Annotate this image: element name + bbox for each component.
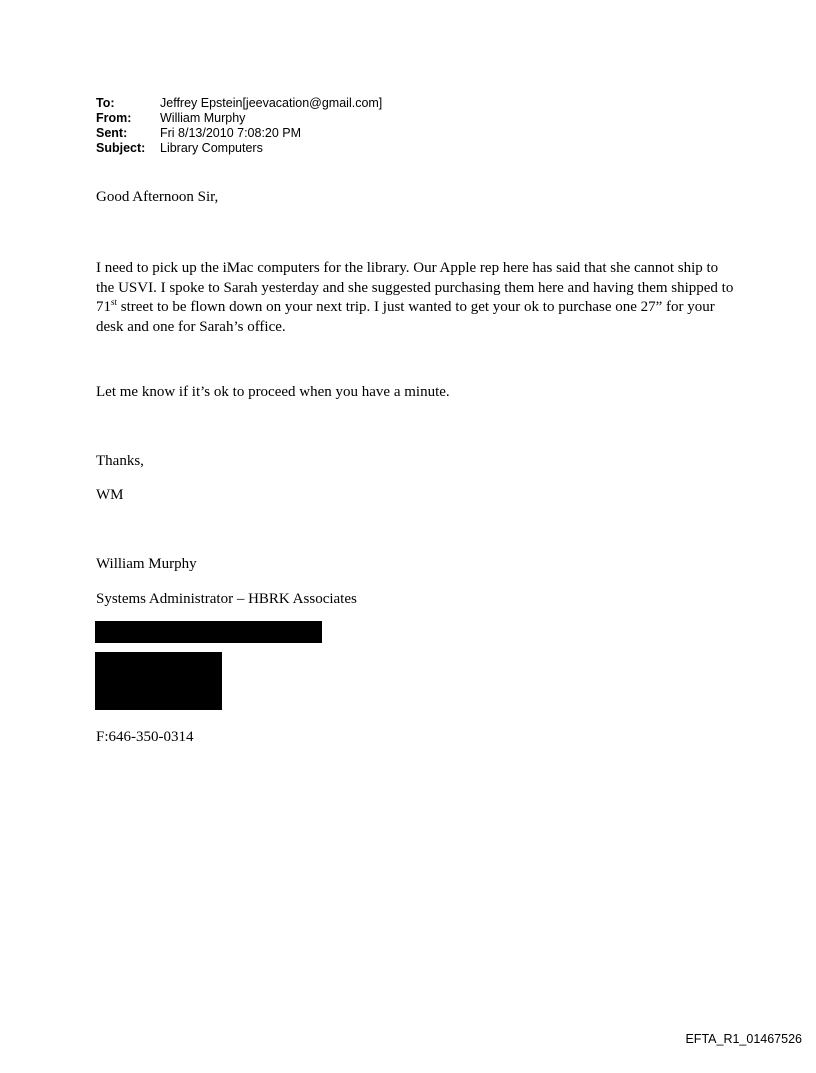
ordinal-suffix: st [111, 297, 118, 307]
message-paragraph [96, 259, 736, 337]
redaction-bar [95, 621, 322, 643]
to-row [96, 96, 382, 111]
to-label: To: [96, 96, 115, 110]
subject-value: Library Computers [160, 141, 263, 155]
signature-title: Systems Administrator – HBRK Associates [96, 591, 357, 607]
signature-name: William Murphy [96, 556, 197, 572]
subject-label: Subject: [96, 141, 146, 155]
email-header [96, 96, 382, 156]
document-id: EFTA_R1_01467526 [685, 1032, 802, 1046]
greeting: Good Afternoon Sir, [96, 189, 219, 205]
signature-fax: F:646-350-0314 [96, 729, 194, 745]
redaction-block [95, 652, 222, 710]
message-text-part2: street to be flown down on your next trip. I just wanted to get your ok to purchase one 27” for your desk and one for Sarah’s office. [96, 299, 715, 335]
from-row [96, 111, 382, 126]
to-value: Jeffrey Epstein[jeevacation@gmail.com] [160, 96, 383, 110]
subject-row [96, 141, 382, 156]
closing: Thanks, [96, 453, 144, 469]
initials: WM [96, 487, 124, 503]
sent-row [96, 126, 382, 141]
sent-value: Fri 8/13/2010 7:08:20 PM [160, 126, 302, 140]
from-label: From: [96, 111, 132, 125]
request-line: Let me know if it’s ok to proceed when you have a minute. [96, 384, 450, 400]
sent-label: Sent: [96, 126, 128, 140]
message-text-part1: I need to pick up the iMac computers for the library. Our Apple rep here has said that she cannot ship to the USVI. I spoke to Sarah yesterday and she suggested purchasing them here and having them shipped to 71 [96, 260, 734, 315]
from-value: William Murphy [160, 111, 246, 125]
